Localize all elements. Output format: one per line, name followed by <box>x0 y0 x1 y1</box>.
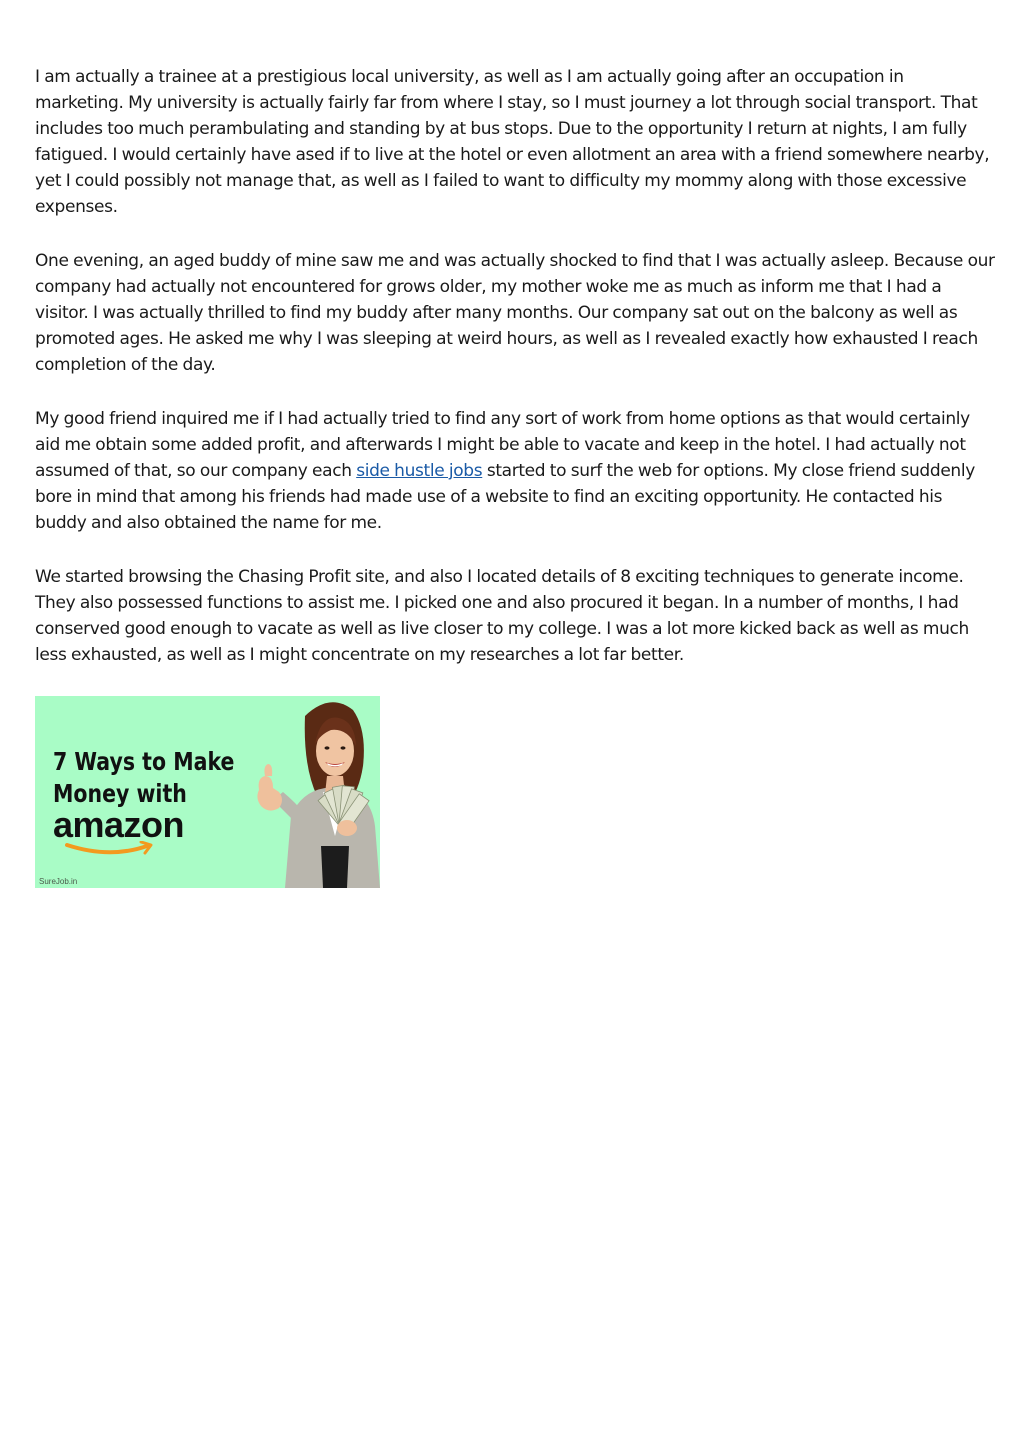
promo-image <box>35 696 380 888</box>
woman-holding-money-icon <box>235 696 380 888</box>
paragraph-2: One evening, an aged buddy of mine saw me and was actually shocked to find that I was actually asleep. Because our company had actually not encountered for grows older, my mother woke me as much as inform me that I had a visitor. I was actually thrilled to find my buddy after many months. Our company sat out on the balcony as well as promoted ages. He asked me why I was sleeping at weird hours, as well as I revealed exactly how exhausted I reach completion of the day. <box>35 251 995 375</box>
promo-title-line-2: Money with <box>53 779 187 808</box>
paragraph-1: I am actually a trainee at a prestigious local university, as well as I am actually going after an occupation in marketing. My university is actually fairly far from where I stay, so I must journey a lot through social transport. That includes too much perambulating and standing by at bus stops. Due to the opportunity I return at nights, I am fully fatigued. I would certainly have ased if to live at the hotel or even allotment an area with a friend somewhere nearby, yet I could possibly not manage that, as well as I failed to want to difficulty my mommy along with those excessive expenses. <box>35 67 990 217</box>
amazon-smile-icon <box>65 841 155 857</box>
paragraph-3 <box>35 406 995 536</box>
paragraph-4: We started browsing the Chasing Profit site, and also I located details of 8 exciting techniques to generate income. They also possessed functions to assist me. I picked one and also procured it began. In a number of months, I had conserved good enough to vacate as well as live closer to my college. I was a lot more kicked back as well as much less exhausted, as well as I might concentrate on my researches a lot far better. <box>35 567 969 665</box>
promo-source-label: SureJob.in <box>39 877 78 886</box>
promo-title-line-1: 7 Ways to Make <box>53 747 235 776</box>
article <box>35 64 995 888</box>
promo-title <box>53 746 234 810</box>
paragraph-3-text-after: started to surf the web for options. My close friend suddenly bore in mind that among his friends had made use of a website to find an exciting opportunity. He contacted his buddy and also obtained the name for me. <box>35 461 975 533</box>
paragraph-3-text-before: My good friend inquired me if I had actually tried to find any sort of work from home options as that would certainly aid me obtain some added profit, and afterwards I might be able to vacate and keep in the hotel. I had actually not assumed of that, so our company each <box>35 409 970 481</box>
amazon-logo-text: amazon <box>53 804 185 845</box>
side-hustle-jobs-link[interactable]: side hustle jobs <box>356 461 483 481</box>
